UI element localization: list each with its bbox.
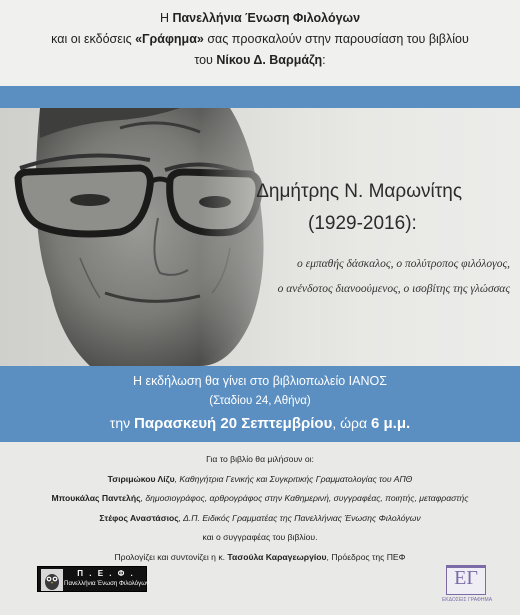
event-text: Η εκδήλωση θα γίνει στο — [133, 374, 273, 388]
grafima-caption: ΕΚΔΟΣΕΙΣ ΓΡΑΦΗΜΑ — [441, 597, 493, 603]
speaker-role: , Δ.Π. Ειδικός Γραμματέας της Πανελλήνιας Ένωσης Φιλολόγων — [178, 512, 421, 523]
subject-name: Δημήτρης Ν. Μαρωνίτης — [256, 181, 462, 202]
header-text: Η — [159, 11, 173, 25]
speakers-intro: Για το βιβλίο θα μιλήσουν οι: — [206, 454, 314, 464]
author-name: Νίκου Δ. Βαρμάζη — [216, 53, 323, 67]
venue-name: βιβλιοπωλείο ΙΑΝΟΣ — [272, 374, 387, 388]
speaker-name: Τσιριμώκου Λίζυ — [107, 473, 175, 484]
event-time: 6 μ.μ. — [371, 415, 411, 432]
pef-logo — [37, 566, 150, 592]
event-text: την — [109, 415, 135, 431]
event-details-band — [0, 366, 520, 442]
speaker-name: Μπουκάλας Παντελής — [51, 493, 141, 503]
header-line-3 — [0, 50, 520, 71]
top-blue-band — [0, 86, 520, 108]
portrait-illustration — [0, 108, 520, 366]
grafima-logo — [438, 565, 496, 609]
event-date: Παρασκευή 20 Σεπτεμβρίου — [134, 415, 333, 432]
portrait-photo — [0, 108, 520, 366]
pef-abbreviation: Π . Ε . Φ . — [77, 569, 135, 578]
speaker-row — [0, 509, 520, 529]
event-address: (Σταδίου 24, Αθήνα) — [209, 395, 311, 407]
invitation-header — [0, 0, 520, 86]
organization-name: Πανελλήνια Ένωση Φιλολόγων — [172, 11, 361, 25]
owl-icon — [41, 569, 63, 591]
speaker-name: Στέφος Αναστάσιος — [99, 512, 179, 523]
speaker-row — [0, 470, 520, 490]
subject-years: (1929-2016): — [308, 213, 417, 234]
event-venue-line — [0, 366, 520, 390]
header-line-2 — [0, 29, 520, 50]
header-line-1 — [0, 0, 520, 29]
header-text: και οι εκδόσεις — [51, 32, 136, 46]
speaker-role: , δημοσιογράφος, αρθρογράφος στην Καθημερινή, συγγραφέας, ποιητής, μεταφραστής — [140, 493, 469, 503]
host-text: , Πρόεδρος της ΠΕΦ — [326, 551, 406, 562]
epithet-line-1: ο εμπαθής δάσκαλος, ο πολύτροπος φιλόλογος, — [296, 258, 510, 270]
speaker-role: , Καθηγήτρια Γενικής και Συγκριτικής Γραμματολογίας του ΑΠΘ — [174, 473, 413, 484]
grafima-mark: ΕΓ — [454, 567, 478, 589]
speaker-row — [0, 489, 520, 509]
speakers-section — [0, 450, 520, 567]
author-mention: και ο συγγραφέας του βιβλίου. — [202, 532, 318, 542]
publisher-name: «Γράφημα» — [135, 32, 204, 46]
header-text: του — [194, 53, 217, 67]
header-text: : — [322, 53, 326, 67]
event-datetime-line — [0, 412, 520, 435]
host-name: Τασούλα Καραγεωργίου — [227, 551, 327, 562]
header-text: σας προσκαλούν στην παρουσίαση του βιβλίου — [203, 32, 469, 46]
epithet-line-2: ο ανένδοτος διανοούμενος, ο ισοβίτης της γλώσσας — [277, 283, 510, 295]
host-text: Προλογίζει και συντονίζει η κ. — [114, 551, 228, 562]
pef-full-name: Πανελλήνια Ένωση Φιλολόγων — [64, 580, 150, 587]
event-text: , ώρα — [332, 415, 371, 431]
